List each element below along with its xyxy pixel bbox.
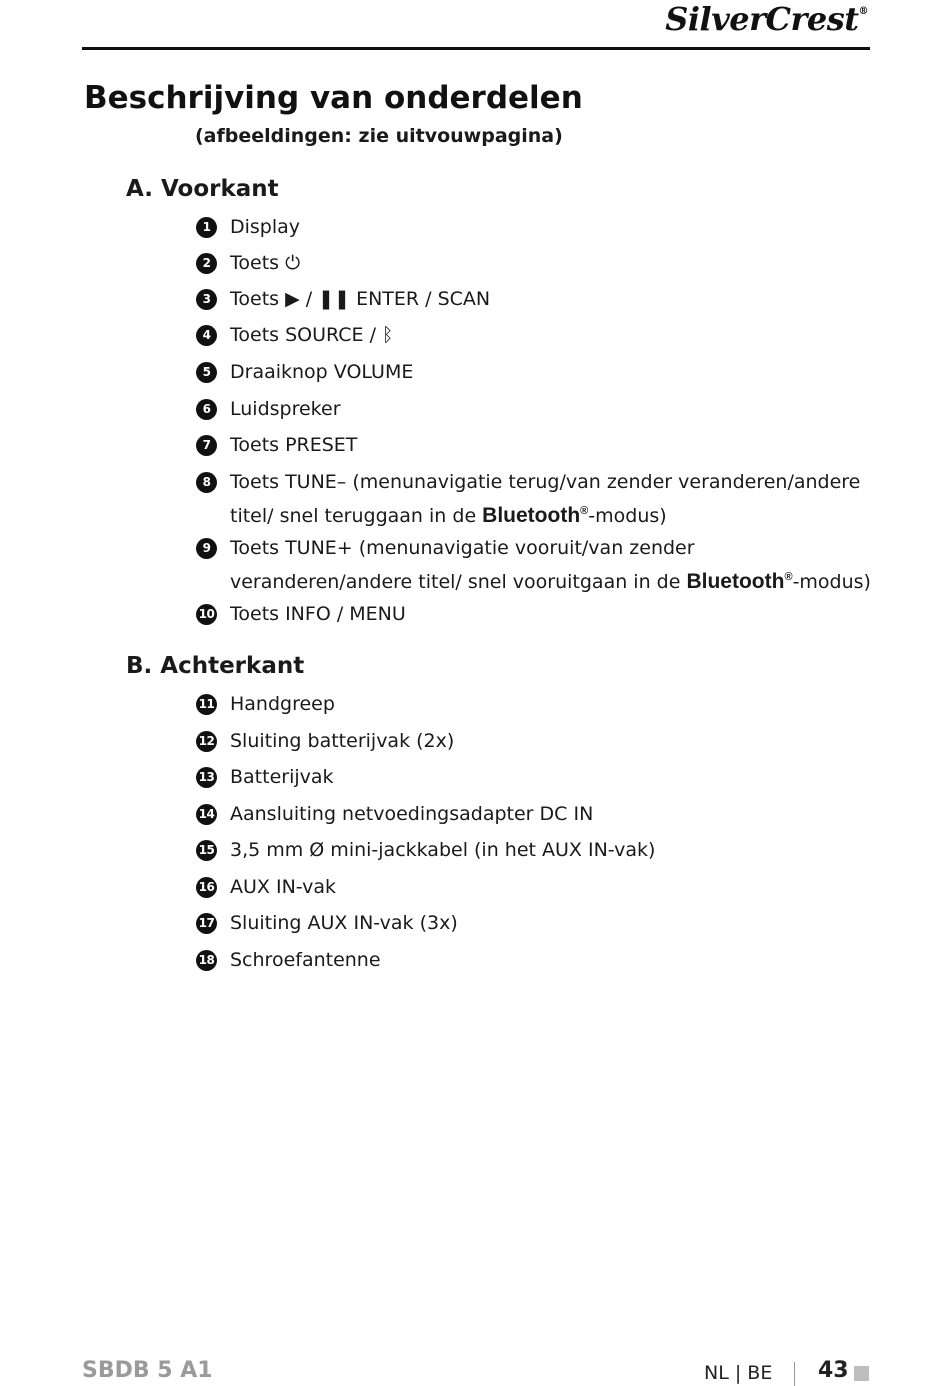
- page-subtitle: (afbeeldingen: zie uitvouwpagina): [195, 125, 563, 147]
- list-item: 15 3,5 mm Ø mini-jackkabel (in het AUX IN-vak): [196, 836, 876, 873]
- list-item: 2 Toets ⏻: [196, 249, 876, 285]
- list-item: 4 Toets SOURCE / ᛒ: [196, 321, 876, 358]
- header-divider: [82, 47, 870, 50]
- list-item: 9 Toets TUNE+ (menunavigatie vooruit/van zender veranderen/andere titel/ snel vooruitgaan in de Bluetooth®-modus): [196, 534, 876, 600]
- list-item: 6 Luidspreker: [196, 395, 876, 431]
- item-number: 10: [196, 604, 217, 625]
- item-number: 6: [196, 399, 217, 420]
- bluetooth-icon: ᛒ: [382, 324, 394, 346]
- list-item: 14 Aansluiting netvoedingsadapter DC IN: [196, 800, 876, 836]
- item-number: 17: [196, 913, 217, 934]
- item-number: 7: [196, 435, 217, 456]
- item-number: 2: [196, 253, 217, 274]
- footer-language: NL | BE: [704, 1362, 773, 1384]
- bluetooth-wordmark: Bluetooth®: [482, 504, 589, 527]
- item-number: 13: [196, 767, 217, 788]
- parts-list-back: [196, 690, 876, 982]
- item-number: 18: [196, 950, 217, 971]
- item-number: 4: [196, 325, 217, 346]
- bluetooth-wordmark: Bluetooth®: [686, 570, 793, 593]
- item-number: 15: [196, 840, 217, 861]
- item-number: 12: [196, 731, 217, 752]
- list-item: 1 Display: [196, 213, 876, 249]
- list-item: 8 Toets TUNE– (menunavigatie terug/van zender veranderen/andere titel/ snel teruggaan in de Bluetooth®-modus): [196, 468, 876, 534]
- item-number: 8: [196, 472, 217, 493]
- list-item: 17 Sluiting AUX IN-vak (3x): [196, 909, 876, 946]
- parts-list-front: [196, 213, 876, 636]
- footer-divider: [794, 1362, 795, 1386]
- list-item: 13 Batterijvak: [196, 763, 876, 800]
- item-number: 16: [196, 877, 217, 898]
- item-number: 14: [196, 804, 217, 825]
- section-heading-front: A. Voorkant: [126, 176, 279, 202]
- list-item: 16 AUX IN-vak: [196, 873, 876, 909]
- power-icon: ⏻: [285, 252, 301, 274]
- section-heading-back: B. Achterkant: [126, 653, 305, 679]
- page-title: Beschrijving van onderdelen: [84, 80, 583, 116]
- item-number: 3: [196, 289, 217, 310]
- list-item: 11 Handgreep: [196, 690, 876, 727]
- page-number: 43: [818, 1358, 849, 1383]
- item-number: 1: [196, 217, 217, 238]
- list-item: 12 Sluiting batterijvak (2x): [196, 727, 876, 763]
- list-item: 10 Toets INFO / MENU: [196, 600, 876, 636]
- item-number: 11: [196, 694, 217, 715]
- item-number: 5: [196, 362, 217, 383]
- list-item: 3 Toets ▶ / ❚❚ ENTER / SCAN: [196, 285, 876, 321]
- footer-model: SBDB 5 A1: [82, 1358, 213, 1383]
- list-item: 7 Toets PRESET: [196, 431, 876, 468]
- list-item: 5 Draaiknop VOLUME: [196, 358, 876, 395]
- footer-marker: [854, 1366, 869, 1381]
- list-item: 18 Schroefantenne: [196, 946, 876, 982]
- play-pause-icon: ▶ / ❚❚: [285, 288, 351, 310]
- item-number: 9: [196, 538, 217, 559]
- brand-logo: SilverCrest®: [665, 0, 868, 38]
